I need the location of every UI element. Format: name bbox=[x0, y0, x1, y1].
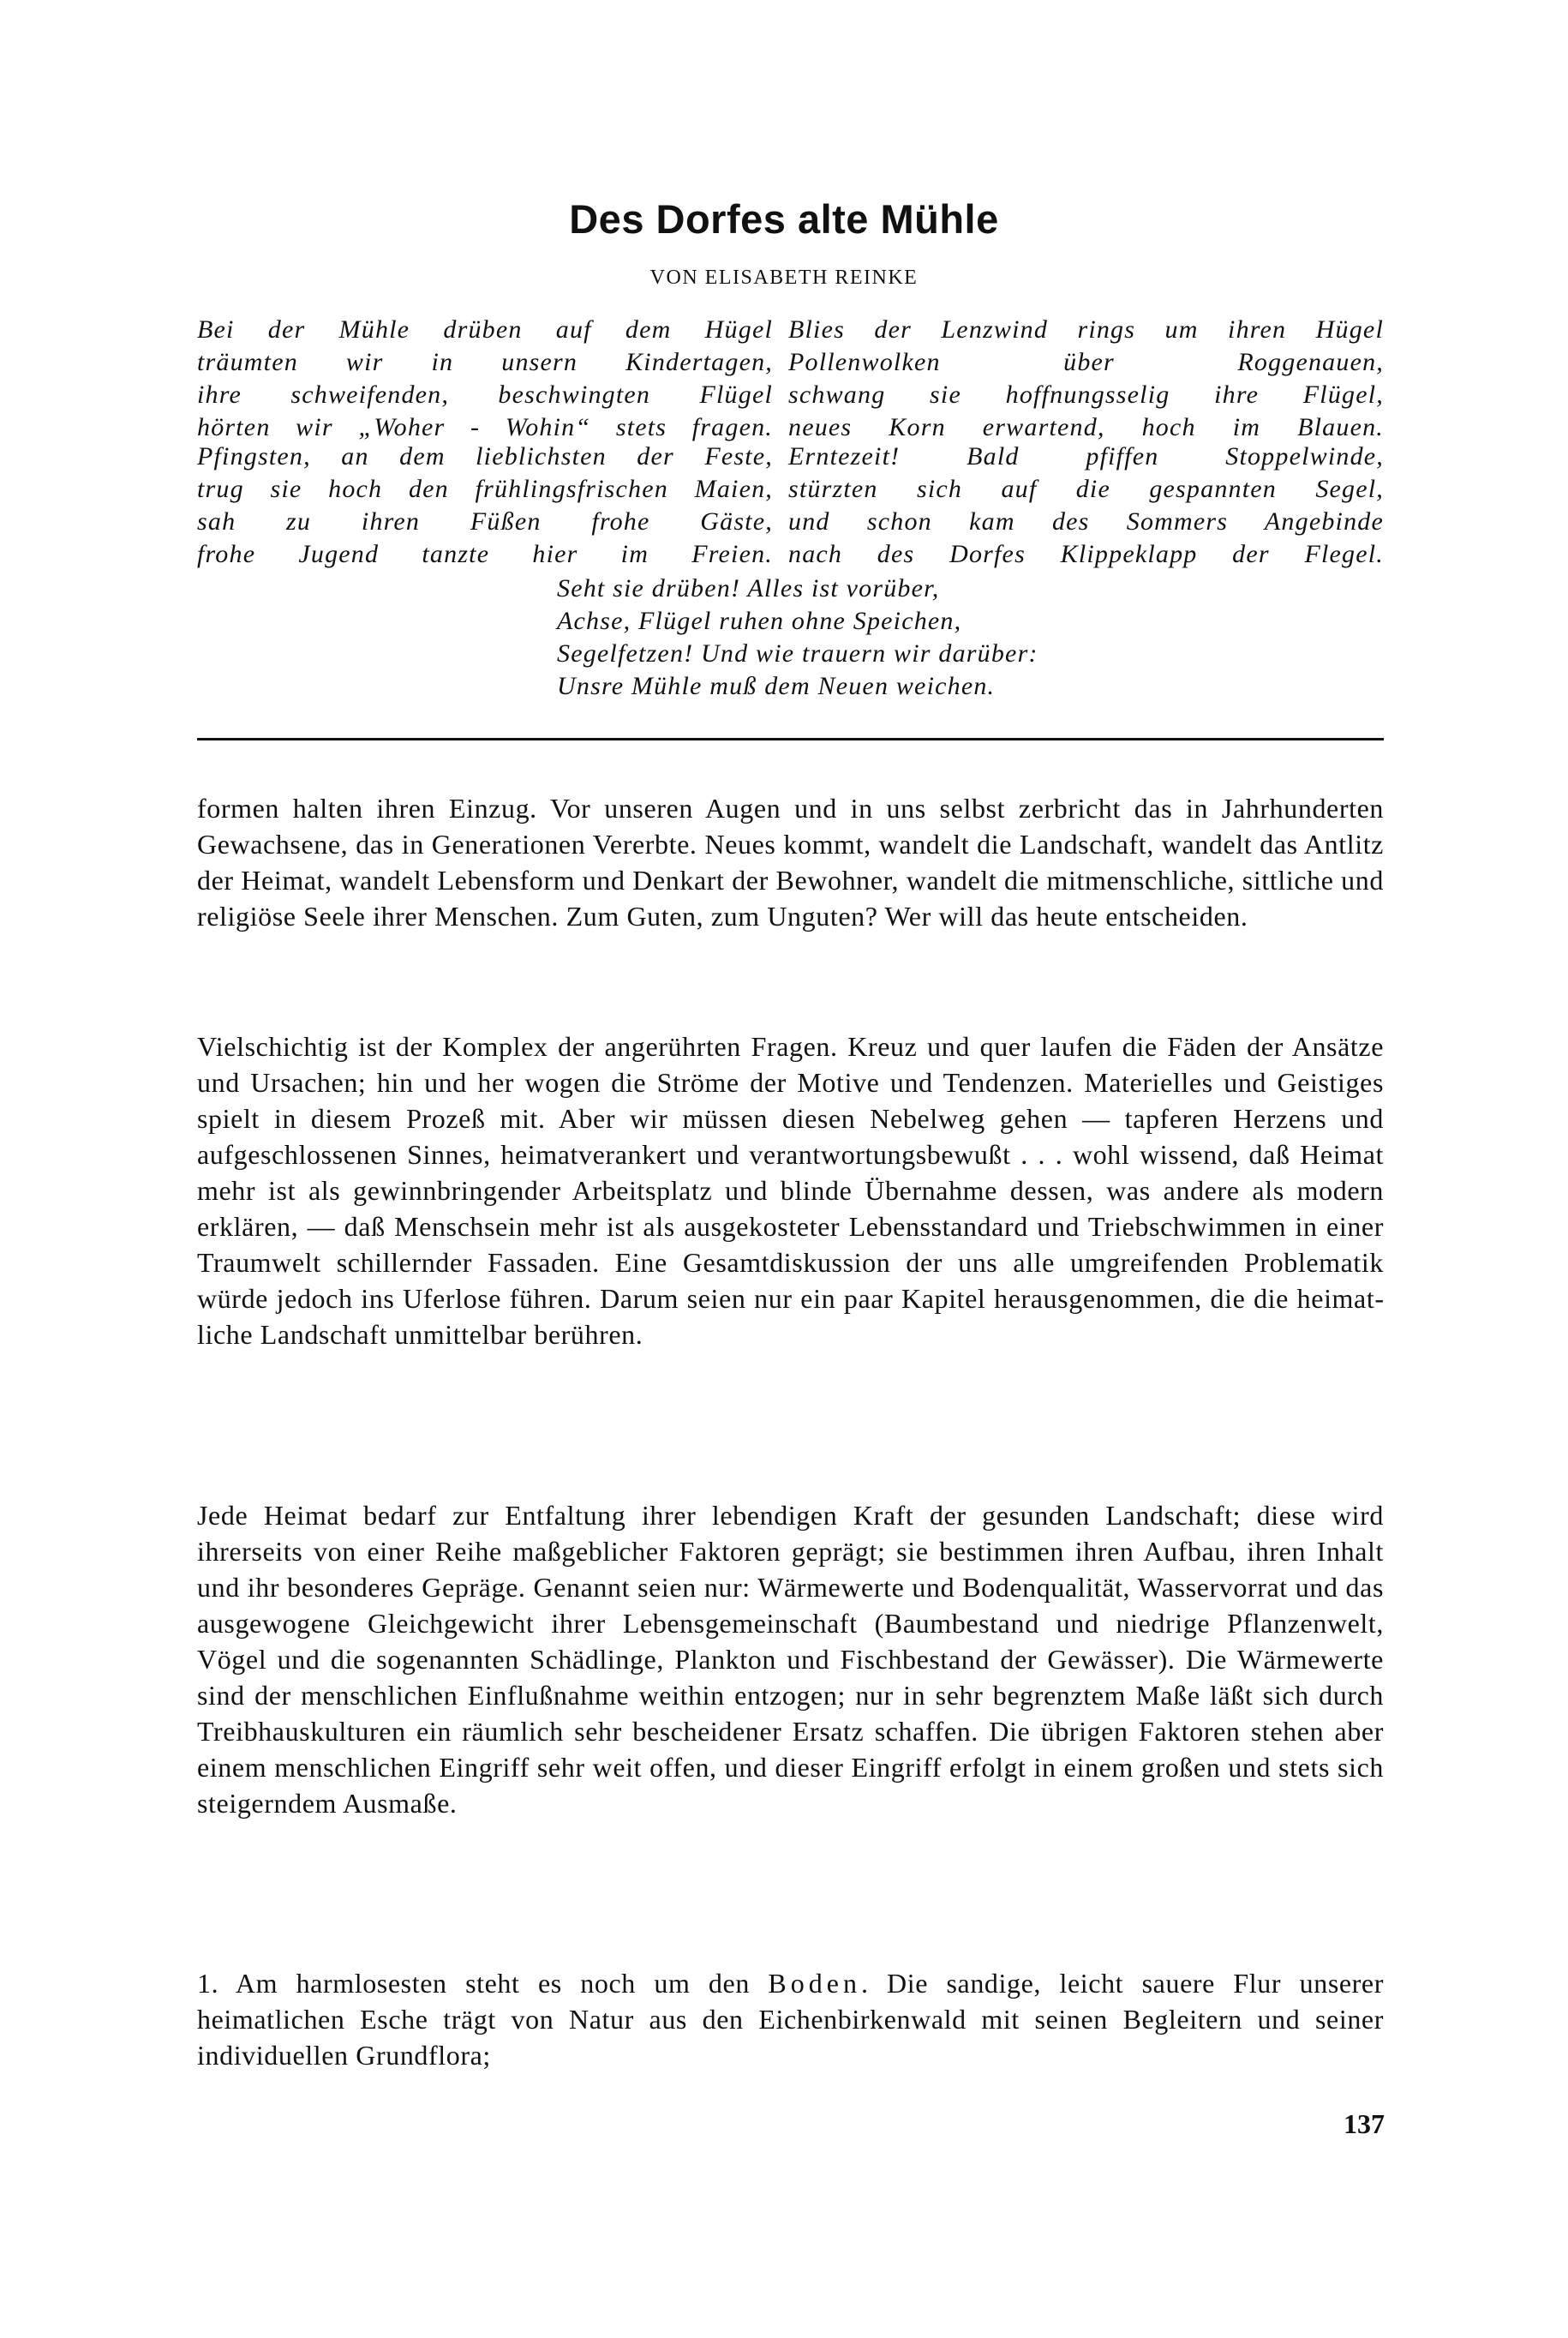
emphasized-word: Boden bbox=[768, 1968, 861, 1999]
poem-line: Seht sie drüben! Alles ist vorüber, bbox=[557, 574, 940, 602]
article-byline: VON ELISABETH REINKE bbox=[649, 267, 919, 289]
poem-line: Pfingsten, an dem lieblichsten der Feste, bbox=[197, 442, 773, 471]
poem-line: schwang sie hoffnungsselig ihre Flügel, bbox=[788, 381, 1384, 409]
paragraph-text: . Die sandige, leicht sauere Flur unserer heimatlichen Esche trägt von Natur aus den Eichenbirkenwald mit seinen Begleitern und seiner individuellen Grundflora; bbox=[197, 1968, 1384, 2071]
poem-line: Achse, Flügel ruhen ohne Speichen, bbox=[557, 607, 962, 635]
poem-line: nach des Dorfes Klippeklapp der Flegel. bbox=[788, 540, 1384, 568]
poem-stanza-1 bbox=[197, 314, 773, 444]
poem-line: Pollenwolken über Roggenauen, bbox=[788, 348, 1384, 376]
section-divider bbox=[197, 738, 1384, 740]
poem-stanza-5 bbox=[557, 573, 1157, 703]
poem-line: Unsre Mühle muß dem Neuen weichen. bbox=[557, 672, 996, 700]
poem-line: Segelfetzen! Und wie trauern wir darüber: bbox=[557, 639, 1038, 668]
paragraph-text: 1. Am harmlosesten steht es noch um den bbox=[197, 1968, 769, 1999]
body-paragraph-1: formen halten ihren Einzug. Vor unseren Augen und in uns selbst zerbricht das in Jahrhunderten Gewachsene, das in Generationen Vererbte. Neues kommt, wandelt die Landschaft, wandelt das Antlitz der Heimat, wandelt Lebensform und Denkart der Bewohner, wandelt die mitmenschliche, sittliche und religiöse Seele ihrer Menschen. Zum Guten, zum Unguten? Wer will das heute entscheiden. bbox=[197, 793, 1384, 932]
poem-stanza-3 bbox=[197, 441, 773, 571]
poem-line: ihre schweifenden, beschwingten Flügel bbox=[197, 381, 773, 409]
poem-line: hörten wir „Woher - Wohin“ stets fragen. bbox=[197, 413, 773, 441]
poem-line: frohe Jugend tanzte hier im Freien. bbox=[197, 540, 773, 568]
poem-line: und schon kam des Sommers Angebinde bbox=[788, 507, 1384, 536]
body-paragraph-2: Vielschichtig ist der Komplex der angerührten Fragen. Kreuz und quer laufen die Fäden der Ansätze und Ursachen; hin und her wogen die Ströme der Motive und Tendenzen. Materielles und Geistiges spielt in diesem Prozeß mit. Aber wir müssen diesen Nebelweg gehen — tapferen Herzens und aufgeschlossenen Sinnes, heimatverankert und verantwortungsbewußt . . . wohl wissend, daß Heimat mehr ist als gewinnbringender Arbeitsplatz und blinde Übernahme dessen, was andere als modern erklären, — daß Menschsein mehr ist als ausgekosteter Lebensstandard und Triebschwimmen in einer Traumwelt schillernder Fassaden. Eine Gesamtdiskussion der uns alle umgreifenden Problematik würde jedoch ins Uferlose führen. Darum seien nur ein paar Kapitel herausgenommen, die die heimatliche Landschaft unmittelbar berühren. bbox=[197, 1031, 1384, 1350]
poem-line: sah zu ihren Füßen frohe Gäste, bbox=[197, 507, 773, 536]
poem-line: neues Korn erwartend, hoch im Blauen. bbox=[788, 413, 1384, 441]
poem-line: stürzten sich auf die gespannten Segel, bbox=[788, 475, 1384, 503]
poem-line: Blies der Lenzwind rings um ihren Hügel bbox=[788, 315, 1384, 344]
body-paragraph-3: Jede Heimat bedarf zur Entfaltung ihrer lebendigen Kraft der gesunden Landschaft; diese wird ihrerseits von einer Reihe maßgeblicher Faktoren geprägt; sie bestimmen ihren Aufbau, ihren Inhalt und ihr besonderes Gepräge. Genannt seien nur: Wärmewerte und Bodenqualität, Wasservorrat und das ausgewogene Gleichgewicht ihrer Lebensgemeinschaft (Baumbestand und niedrige Pflanzenwelt, Vögel und die sogenannten Schädlinge, Plankton und Fischbestand der Gewässer). Die Wärmewerte sind der menschlichen Einflußnahme weithin entzogen; nur in sehr begrenztem Maße läßt sich durch Treibhauskulturen ein räumlich sehr bescheidener Ersatz schaffen. Die übrigen Faktoren stehen aber einem menschlichen Eingriff sehr weit offen, und dieser Eingriff erfolgt in einem großen und stets sich steigerndem Ausmaße. bbox=[197, 1500, 1384, 1819]
poem-stanza-2 bbox=[788, 314, 1384, 444]
poem-line: trug sie hoch den frühlingsfrischen Maien, bbox=[197, 475, 773, 503]
page-number: 137 bbox=[1344, 2108, 1385, 2139]
poem-line: Erntezeit! Bald pfiffen Stoppelwinde, bbox=[788, 442, 1384, 471]
article-title: Des Dorfes alte Mühle bbox=[569, 196, 999, 242]
poem-line: träumten wir in unsern Kindertagen, bbox=[197, 348, 773, 376]
poem-stanza-4 bbox=[788, 441, 1384, 571]
body-paragraph-4 bbox=[197, 1965, 1384, 2073]
poem-line: Bei der Mühle drüben auf dem Hügel bbox=[197, 315, 773, 344]
